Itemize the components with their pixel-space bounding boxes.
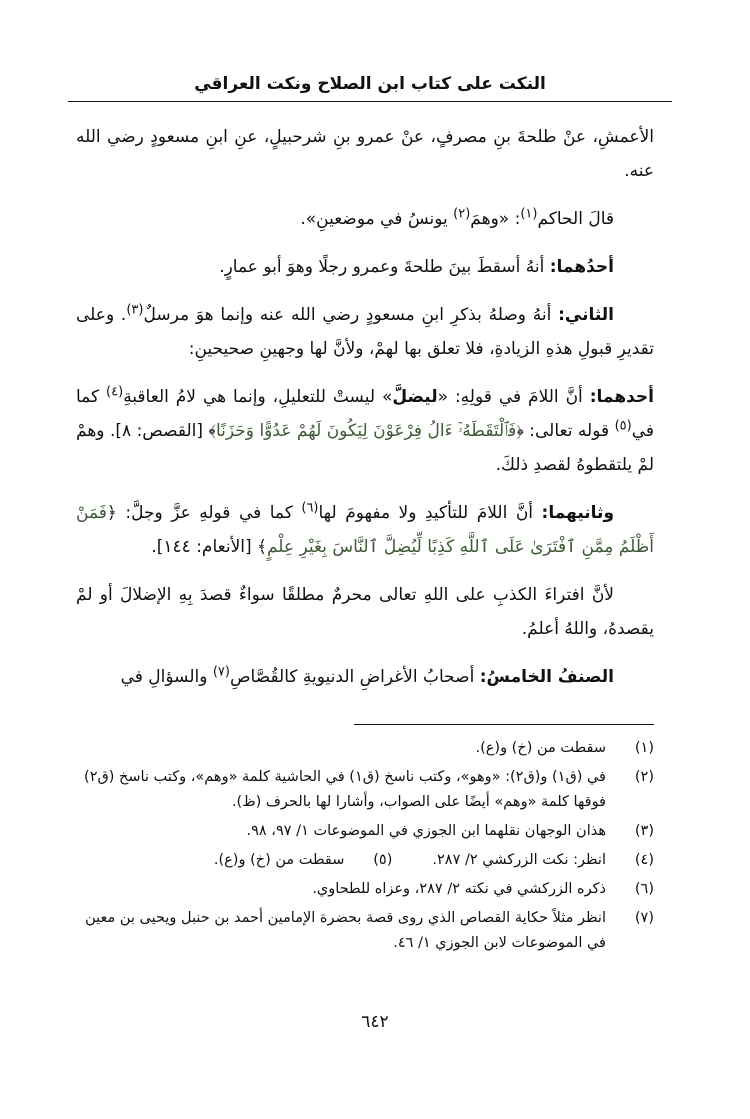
footnote-number: (٣) — [634, 823, 654, 839]
footnote-text: ذكره الزركشي في نكته ٢/ ٢٨٧، وعزاه للطحاوي. — [312, 881, 606, 897]
header-rule — [68, 101, 672, 102]
paragraph-1: الأعمشِ، عنْ طلحةَ بنِ مصرفٍ، عنْ عمرو بنِ شرحبيلٍ، عنِ ابنِ مسعودٍ رضي الله عنه. — [76, 127, 654, 181]
text: أنَّ اللامَ في قولِهِ: « — [437, 387, 590, 407]
text: يونسُ في موضعينِ». — [300, 209, 454, 229]
text: أنهُ وصلهُ بذكرِ ابنِ مسعودٍ رضي الله عنه وإنما هوَ مرسلٌ — [143, 305, 559, 325]
footnote-ref-1: (١) — [520, 206, 538, 222]
footnote-number: (٤) — [634, 852, 654, 868]
footnote-7 — [76, 906, 654, 956]
footnote-text: انظر مثلاً حكاية القصاص الذي روى قصة بحضرة الإمامين أحمد بن حنبل ويحيى بن معين في الموضوعات لابن الجوزي ١/ ٤٦. — [85, 910, 606, 951]
footnotes — [76, 736, 654, 960]
footnote-ref-5: (٥) — [614, 418, 632, 434]
label: أحدُهما: — [549, 257, 614, 277]
footnote-number: (٥) — [373, 852, 393, 868]
footnote-number: (١) — [634, 740, 654, 756]
label: وثانيهما: — [541, 503, 615, 523]
footnote-ref-3: (٣) — [126, 302, 144, 318]
footnote-text: هذان الوجهان نقلهما ابن الجوزي في الموضوعات ١/ ٩٧، ٩٨. — [246, 823, 606, 839]
footnote-text: سقطت من (خ) و(ع). — [475, 740, 606, 756]
paragraph-7: لأنَّ افتراءَ الكذبِ على اللهِ تعالى محرمٌ مطلقًا سواءٌ قصدَ بِهِ الإضلالَ أو لمْ يقصدهُ، واللهُ أعلمُ. — [76, 585, 654, 639]
footnote-number: (٢) — [634, 769, 654, 785]
paragraph-4 — [76, 298, 654, 366]
paragraph-5 — [76, 380, 654, 482]
footnote-ref-4: (٤) — [106, 384, 124, 400]
text: ﴾ [الأنعام: ١٤٤]. — [151, 537, 267, 557]
quoted-word: ليضلَّ — [392, 387, 438, 407]
running-header: النكت على كتاب ابن الصلاح ونكت العراقي — [194, 74, 546, 94]
text: أنهُ أسقطَ بينَ طلحةَ وعمرو رجلًا وهوَ أبو عمارٍ. — [219, 257, 550, 277]
text: قوله تعالى: ﴿ — [516, 421, 615, 441]
paragraph-8 — [76, 660, 654, 694]
paragraph-6 — [76, 496, 654, 564]
footnote-5 — [214, 848, 393, 873]
text: قالَ الحاكم — [537, 209, 614, 229]
text: أنَّ اللامَ للتأكيدِ ولا مفهومَ لها — [318, 503, 542, 523]
footnote-4 — [432, 848, 654, 873]
footnote-text: انظر: نكت الزركشي ٢/ ٢٨٧. — [432, 852, 606, 868]
footnote-ref-2: (٢) — [453, 206, 471, 222]
text: كما في — [76, 387, 654, 441]
text: ﴾ [القصص: ٨]. وهمْ لمْ يلتقطوهُ لقصدِ ذلكَ. — [76, 421, 654, 475]
footnote-text: سقطت من (خ) و(ع). — [213, 852, 345, 868]
text: كما في قولهِ عزَّ وجلَّ: ﴿ — [106, 503, 302, 523]
text: . وعلى تقديرِ قبولِ هذهِ الزيادةِ، فلا تعلق بها لهمْ، ولأنَّ لها وجهينِ صحيحينِ: — [76, 305, 654, 359]
footnote-number: (٦) — [634, 881, 654, 897]
label: الثاني: — [558, 305, 614, 325]
footnote-2 — [76, 765, 654, 815]
text: والسؤالِ في — [120, 667, 213, 687]
paragraph-2 — [76, 202, 654, 236]
quran-verse: فَمَنْ أَظْلَمُ مِمَّنِ ٱفْتَرَىٰ عَلَى ٱللَّهِ كَذِبًا لِّيُضِلَّ ٱلنَّاسَ بِغَيْرِ عِلْمٍ — [76, 503, 654, 557]
main-text — [76, 120, 654, 708]
text: أصحابُ الأغراضِ الدنيويةِ كالقُصَّاصِ — [229, 667, 480, 687]
quran-verse: فَٱلْتَقَطَهُۥٓ ءَالُ فِرْعَوْنَ لِيَكُونَ لَهُمْ عَدُوًّا وَحَزَنًا — [216, 421, 517, 441]
footnote-6 — [76, 877, 654, 902]
footnote-1 — [76, 736, 654, 761]
footnote-number: (٧) — [634, 910, 654, 926]
footnote-3 — [76, 819, 654, 844]
footnote-text: في (ق١) و(ق٢): «وهو»، وكتب ناسخ (ق١) في الحاشية كلمة «وهم»، وكتب ناسخ (ق٢) فوقها كلمة «وهم» أيضًا على الصواب، وأشارا لها بالحرف (ظ). — [84, 769, 606, 810]
text: : «وهمَ — [470, 209, 521, 229]
footnote-row-4-5 — [76, 848, 654, 873]
paragraph-3 — [76, 250, 654, 284]
footnote-ref-6: (٦) — [301, 500, 319, 516]
label: أحدهما: — [589, 387, 654, 407]
page-number: ٦٤٢ — [361, 1012, 389, 1032]
footnote-separator — [354, 724, 654, 725]
footnote-ref-7: (٧) — [212, 664, 230, 680]
text: » ليستْ للتعليلِ، وإنما هي لامُ العاقبةِ — [123, 387, 393, 407]
label: الصنفُ الخامسُ: — [479, 667, 614, 687]
